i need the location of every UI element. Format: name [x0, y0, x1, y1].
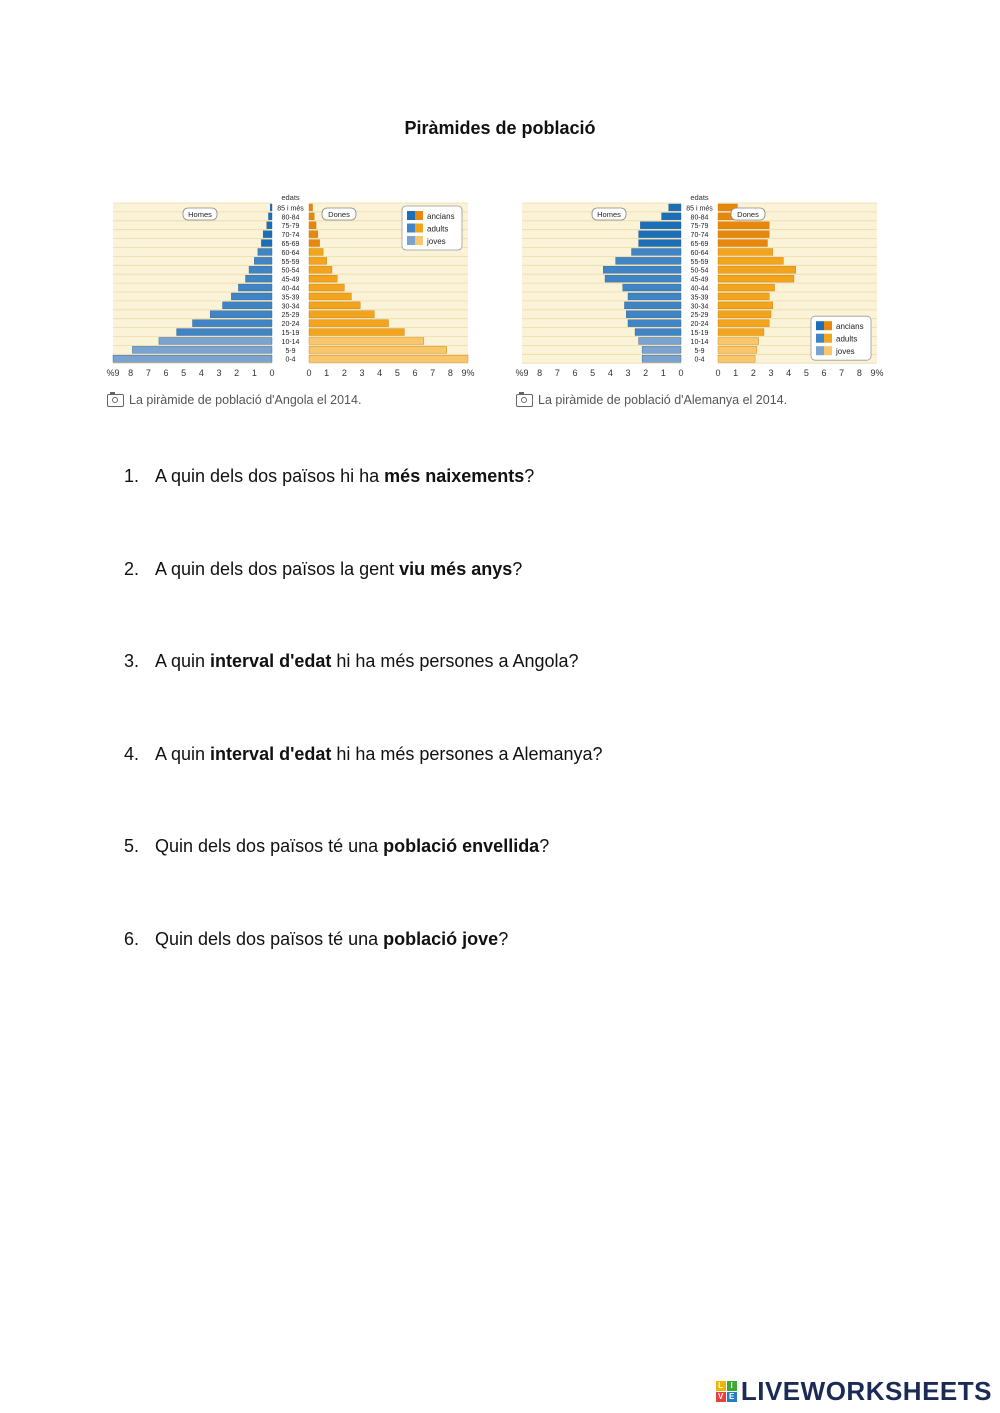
female-bar [309, 284, 344, 291]
male-bar [254, 257, 272, 264]
x-tick-label: 5 [590, 368, 596, 379]
male-bar [261, 240, 272, 247]
caption-alemanya [516, 393, 787, 407]
question-1 [124, 466, 603, 559]
male-bar [628, 293, 681, 300]
x-tick-label: 1 [660, 368, 666, 379]
male-bar [270, 204, 272, 211]
question-5 [124, 836, 603, 929]
age-tick-label: 10-14 [690, 338, 709, 346]
female-bar [309, 222, 316, 229]
age-tick-label: 70-74 [281, 232, 300, 240]
female-bar [718, 355, 755, 362]
x-tick-label: 2 [341, 368, 347, 379]
x-tick-label: %9 [515, 368, 529, 379]
question-text-start: A quin dels dos països la gent [155, 558, 400, 579]
age-tick-label: 5-9 [285, 347, 296, 355]
x-tick-label: 7 [145, 368, 151, 379]
question-keyword: més naixements [384, 466, 525, 486]
age-tick-label: 5-9 [694, 347, 705, 355]
legend-swatch-female [415, 224, 423, 233]
question-text-start: Quin dels dos països té una [155, 928, 384, 949]
male-bar [249, 266, 272, 273]
age-tick-label: 65-69 [690, 241, 709, 248]
question-keyword: interval d'edat [210, 651, 332, 672]
x-tick-label: 2 [750, 368, 756, 379]
logo-letter: I [727, 1381, 737, 1391]
x-tick-label: 0 [715, 368, 721, 379]
caption-alemanya-text: La piràmide de població d'Alemanya el 2014. [538, 393, 788, 407]
age-tick-label: 35-39 [690, 294, 709, 302]
x-tick-label: 8 [537, 368, 543, 379]
male-bar [267, 222, 272, 229]
female-bar [309, 329, 404, 336]
male-bar [662, 213, 681, 220]
liveworksheets-text: LIVEWORKSHEETS [740, 1376, 992, 1406]
age-tick-label: 65-69 [281, 241, 300, 248]
female-bar [309, 266, 332, 273]
x-tick-label: 4 [607, 368, 613, 379]
female-bar [718, 302, 773, 309]
question-2 [124, 559, 603, 652]
x-tick-label: 1 [733, 368, 739, 379]
age-tick-label: 20-24 [281, 321, 300, 329]
male-bar [628, 320, 681, 327]
x-tick-label: 6 [821, 368, 827, 379]
age-tick-label: 80-84 [281, 214, 300, 222]
x-tick-label: 7 [554, 368, 560, 379]
x-tick-label: 9% [461, 368, 475, 379]
x-tick-label: 5 [803, 368, 809, 379]
age-tick-label: 50-54 [281, 267, 300, 275]
camera-icon [107, 394, 124, 407]
male-bar [210, 311, 272, 318]
logo-letter: V [716, 1392, 726, 1402]
question-text-end: hi ha més persones a Angola? [331, 651, 579, 672]
male-bar [603, 266, 681, 273]
caption-angola-text: La piràmide de població d'Angola el 2014. [129, 393, 362, 407]
question-text [155, 836, 549, 929]
question-text-end: ? [512, 558, 523, 579]
x-tick-label: 2 [643, 368, 649, 379]
male-bar [640, 222, 681, 229]
question-keyword: població envellida [383, 836, 540, 857]
pyramid-alemanya [513, 188, 893, 413]
male-bar [113, 355, 272, 362]
female-bar [309, 275, 337, 282]
question-text-end: hi ha més persones a Alemanya? [331, 743, 603, 764]
x-tick-label: 3 [359, 368, 365, 379]
female-bar [309, 240, 320, 247]
female-bar [309, 293, 351, 300]
male-bar [258, 249, 272, 256]
male-bar [268, 213, 272, 220]
question-text-end: ? [539, 836, 550, 857]
age-tick-label: 25-29 [281, 312, 300, 320]
male-bar [623, 284, 681, 291]
male-bar [605, 275, 681, 282]
female-bar [309, 355, 468, 362]
x-tick-label: 7 [839, 368, 845, 379]
age-tick-label: 55-59 [690, 258, 709, 266]
female-bar [718, 293, 769, 300]
pyramid-alemanya-chart [513, 188, 893, 383]
caption-angola [107, 393, 361, 407]
question-text-start: A quin dels dos països hi ha [155, 466, 385, 486]
legend-swatch-female [824, 321, 832, 330]
question-text [155, 466, 534, 559]
question-text-end: ? [498, 928, 509, 949]
female-bar [718, 338, 759, 345]
dones-label: Dones [328, 210, 350, 219]
camera-icon [516, 394, 533, 407]
age-tick-label: 0-4 [694, 356, 705, 364]
dones-label: Dones [737, 210, 759, 219]
female-bar [718, 266, 796, 273]
male-bar [616, 257, 681, 264]
female-bar [718, 284, 775, 291]
question-keyword: població jove [383, 928, 499, 949]
female-bar [309, 204, 313, 211]
question-number: 6. [124, 928, 140, 949]
age-tick-label: 85 i més [277, 205, 304, 213]
x-tick-label: 3 [216, 368, 222, 379]
legend-label: adults [836, 334, 858, 344]
homes-label: Homes [597, 210, 621, 219]
female-bar [309, 249, 323, 256]
question-text-start: A quin [155, 651, 211, 672]
question-number: 4. [124, 743, 140, 764]
age-tick-label: 20-24 [690, 321, 709, 329]
female-bar [309, 320, 389, 327]
female-bar [309, 311, 374, 318]
homes-label: Homes [188, 210, 212, 219]
age-tick-label: 75-79 [690, 223, 709, 231]
x-tick-label: 1 [324, 368, 330, 379]
x-tick-label: 8 [856, 368, 862, 379]
x-tick-label: 6 [163, 368, 169, 379]
age-tick-label: 70-74 [690, 232, 709, 240]
liveworksheets-icon [716, 1381, 737, 1402]
female-bar [718, 257, 783, 264]
female-bar [718, 249, 773, 256]
question-text-start: A quin [155, 743, 211, 764]
x-tick-label: 5 [181, 368, 187, 379]
age-tick-label: 45-49 [281, 276, 300, 284]
question-keyword: interval d'edat [210, 743, 332, 764]
legend-swatch-male [816, 321, 824, 330]
age-tick-label: 85 i més [686, 205, 713, 213]
x-tick-label: 3 [625, 368, 631, 379]
male-bar [263, 231, 272, 238]
age-tick-label: 40-44 [281, 285, 300, 293]
question-keyword: viu més anys [399, 558, 513, 579]
legend-label: adults [427, 224, 449, 234]
legend-swatch-male [407, 224, 415, 233]
male-bar [639, 240, 681, 247]
male-bar [246, 275, 273, 282]
legend-swatch-female [415, 236, 423, 245]
male-bar [626, 311, 681, 318]
age-tick-label: 55-59 [281, 258, 300, 266]
x-tick-label: 0 [306, 368, 312, 379]
legend-swatch-male [407, 236, 415, 245]
male-bar [132, 346, 272, 353]
female-bar [718, 311, 771, 318]
x-tick-label: 8 [447, 368, 453, 379]
age-tick-label: 45-49 [690, 276, 709, 284]
x-tick-label: 4 [377, 368, 383, 379]
male-bar [193, 320, 273, 327]
question-text-end: ? [524, 466, 535, 486]
female-bar [309, 302, 360, 309]
legend-swatch-female [824, 334, 832, 343]
age-tick-label: 30-34 [690, 303, 709, 311]
question-text [155, 559, 522, 652]
x-tick-label: 1 [251, 368, 257, 379]
question-text [155, 929, 508, 1022]
male-bar [238, 284, 272, 291]
legend-swatch-male [816, 334, 824, 343]
x-tick-label: 2 [234, 368, 240, 379]
male-bar [231, 293, 272, 300]
pyramid-angola [104, 188, 484, 413]
age-tick-label: 80-84 [690, 214, 709, 222]
age-tick-label: 10-14 [281, 338, 300, 346]
male-bar [159, 338, 272, 345]
question-text [155, 651, 579, 744]
x-tick-label: 9% [870, 368, 884, 379]
legend-label: joves [427, 237, 446, 246]
question-number: 3. [124, 651, 140, 672]
x-tick-label: 0 [269, 368, 275, 379]
age-tick-label: 50-54 [690, 267, 709, 275]
question-3 [124, 651, 603, 744]
legend-swatch-female [415, 211, 423, 220]
question-6 [124, 929, 603, 1022]
x-tick-label: 3 [768, 368, 774, 379]
page-title: Piràmides de població [404, 118, 596, 138]
age-axis-label: edats [281, 193, 300, 202]
age-tick-label: 0-4 [285, 356, 296, 364]
age-tick-label: 35-39 [281, 294, 300, 302]
female-bar [718, 275, 794, 282]
female-bar [718, 320, 769, 327]
legend-swatch-female [824, 346, 832, 355]
male-bar [624, 302, 681, 309]
age-tick-label: 75-79 [281, 223, 300, 231]
age-tick-label: 15-19 [281, 330, 300, 337]
x-tick-label: 0 [678, 368, 684, 379]
female-bar [718, 231, 769, 238]
legend-label: ancians [836, 322, 864, 332]
x-tick-label: 6 [572, 368, 578, 379]
male-bar [642, 346, 681, 353]
question-list [124, 466, 603, 1022]
female-bar [718, 329, 764, 336]
legend-label: ancians [427, 212, 455, 221]
female-bar [309, 346, 447, 353]
male-bar [635, 329, 681, 336]
question-number: 1. [124, 466, 140, 486]
x-tick-label: 7 [430, 368, 436, 379]
question-text [155, 744, 603, 837]
male-bar [669, 204, 681, 211]
legend-swatch-male [816, 346, 824, 355]
female-bar [309, 338, 424, 345]
question-4 [124, 744, 603, 837]
liveworksheets-logo[interactable] [716, 1376, 992, 1407]
age-tick-label: 25-29 [690, 312, 709, 320]
male-bar [223, 302, 272, 309]
age-tick-label: 15-19 [690, 330, 709, 337]
legend-label: joves [836, 347, 855, 357]
female-bar [309, 213, 314, 220]
age-tick-label: 60-64 [690, 249, 709, 257]
question-number: 2. [124, 558, 140, 579]
age-tick-label: 60-64 [281, 249, 300, 257]
male-bar [632, 249, 681, 256]
question-text-start: Quin dels dos països té una [155, 836, 384, 857]
female-bar [309, 257, 327, 264]
x-tick-label: 4 [786, 368, 792, 379]
x-tick-label: 5 [394, 368, 400, 379]
age-tick-label: 30-34 [281, 303, 300, 311]
legend-swatch-male [407, 211, 415, 220]
female-bar [309, 231, 318, 238]
pyramid-angola-chart [104, 188, 484, 383]
x-tick-label: 8 [128, 368, 134, 379]
x-tick-label: 6 [412, 368, 418, 379]
male-bar [177, 329, 272, 336]
question-number: 5. [124, 836, 140, 857]
female-bar [718, 222, 769, 229]
male-bar [639, 231, 681, 238]
logo-letter: E [727, 1392, 737, 1402]
x-tick-label: %9 [106, 368, 120, 379]
age-tick-label: 40-44 [690, 285, 709, 293]
male-bar [639, 338, 681, 345]
female-bar [718, 240, 767, 247]
logo-letter: L [716, 1381, 726, 1391]
female-bar [718, 346, 757, 353]
x-tick-label: 4 [198, 368, 204, 379]
male-bar [642, 355, 681, 362]
age-axis-label: edats [690, 193, 709, 202]
